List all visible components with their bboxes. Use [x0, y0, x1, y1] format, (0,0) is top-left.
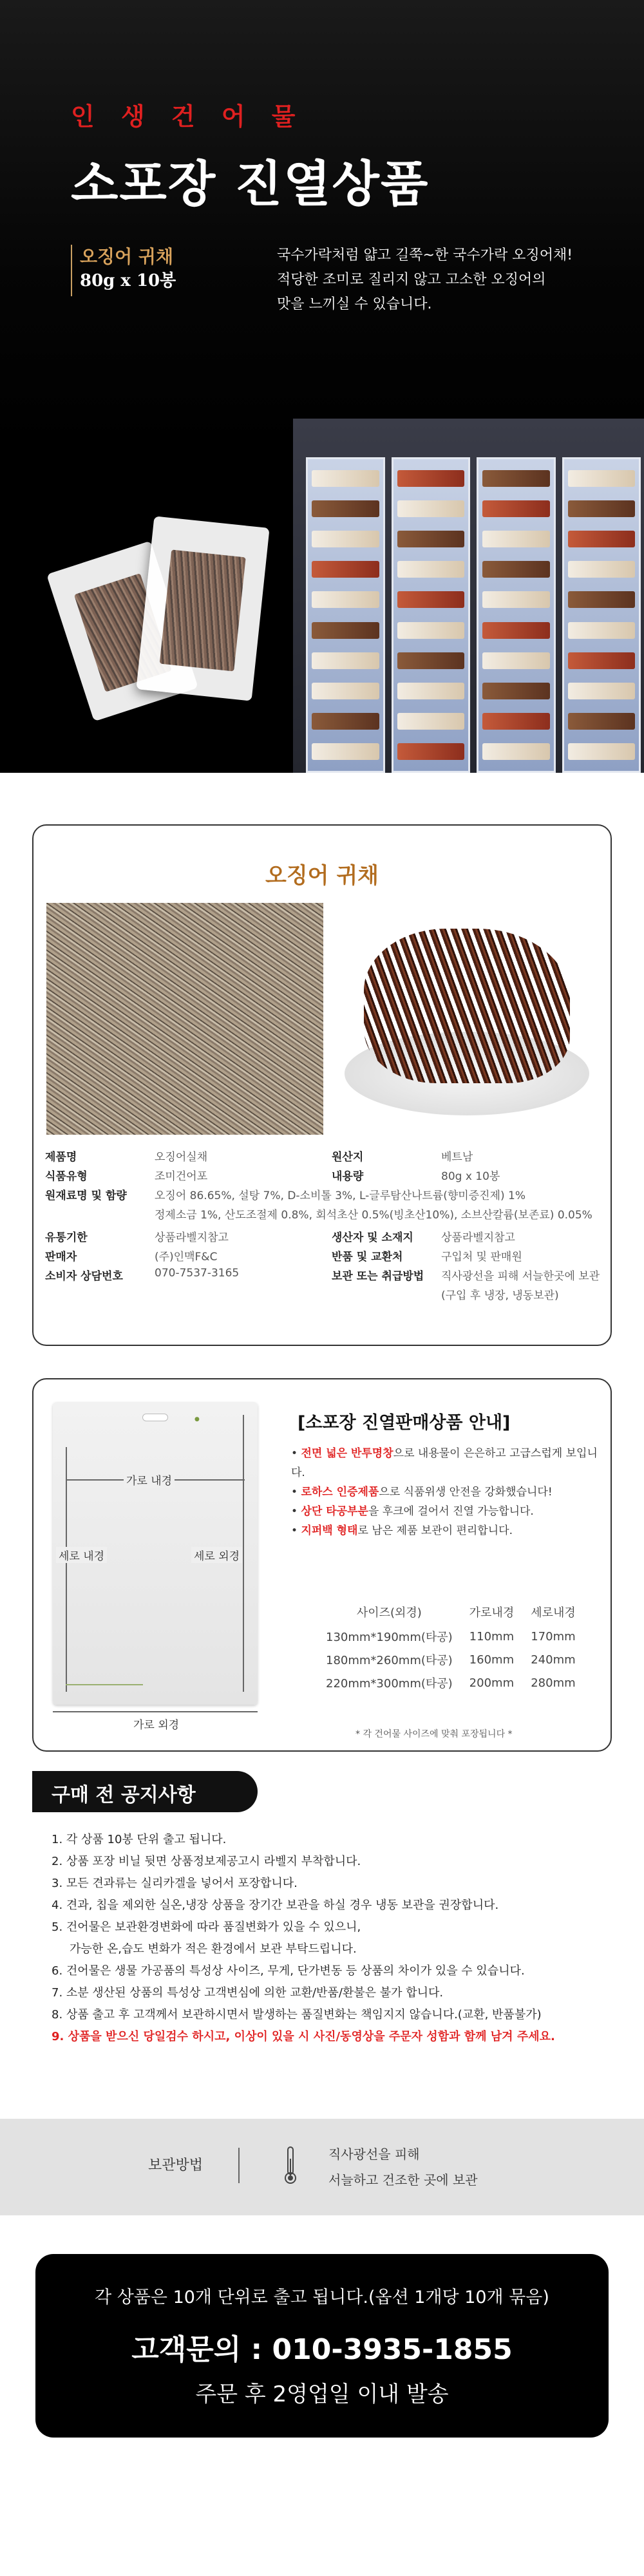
storage-line: 서늘하고 건조한 곳에 보관	[328, 2172, 478, 2188]
spec-value: 구입처 및 판매원	[441, 1251, 522, 1264]
storage-section	[0, 2119, 644, 2215]
storage-line: 직사광선을 피해	[328, 2146, 420, 2162]
zipper-bag-diagram	[53, 1402, 258, 1705]
dried-squid-plate-photo	[332, 903, 602, 1135]
notice-line: 2. 상품 포장 비닐 뒷면 상품정보제공고시 라벨지 부착합니다.	[52, 1855, 361, 1868]
customer-phone: 고객문의 : 010-3935-1855	[131, 2333, 513, 2366]
contact-box	[35, 2254, 609, 2438]
spec-key: 식품유형	[45, 1170, 88, 1183]
notice-line: 4. 견과, 칩을 제외한 실온,냉장 상품을 장기간 보관을 하실 경우 냉동 보관을 권장합니다.	[52, 1899, 499, 1912]
thermometer-icon	[283, 2146, 298, 2186]
notice-item: • 지퍼백 형태로 남은 제품 보관이 편리합니다.	[291, 1524, 513, 1537]
size-table-header: 사이즈(외경)	[356, 1606, 422, 1620]
product-info-card	[32, 824, 612, 1346]
size-table-header: 가로내경	[469, 1606, 515, 1620]
spec-key: 유통기한	[45, 1231, 88, 1244]
spec-value: 상품라벨지참고	[155, 1231, 229, 1244]
product-bag-photo	[136, 516, 269, 701]
info-card-title: 오징어 귀채	[265, 863, 379, 889]
spec-key: 소비자 상담번호	[45, 1270, 123, 1283]
pre-purchase-notice-list	[52, 1829, 618, 2048]
product-quantity: 80g x 10봉	[80, 271, 176, 290]
dried-squid-closeup-photo	[46, 903, 323, 1135]
spec-key: 원산지	[332, 1151, 364, 1164]
spec-value: 070-7537-3165	[155, 1267, 240, 1280]
outer-height-label: 세로 외경	[191, 1547, 242, 1563]
notice-line: 9. 상품을 받으신 당일검수 하시고, 이상이 있을 시 사진/동영상을 주문자 성함과 함께 남겨 주세요.	[52, 2030, 555, 2043]
brand-name: 인 생 건 어 물	[71, 102, 305, 131]
display-fridge-photo	[293, 419, 644, 773]
spec-key: 생산자 및 소재지	[332, 1231, 413, 1244]
notice-line: 6. 건어물은 생물 가공품의 특성상 사이즈, 무게, 단가변동 등 상품의 차이가 있을 수 있습니다.	[52, 1964, 525, 1978]
spec-value: 80g x 10봉	[441, 1170, 500, 1183]
notice-item: • 로하스 인증제품으로 식품위생 안전을 강화했습니다!	[291, 1486, 553, 1499]
storage-label: 보관방법	[148, 2157, 204, 2174]
hero-desc-line: 적당한 조미로 질리지 않고 고소한 오징어의	[277, 272, 546, 288]
spec-key: 보관 또는 취급방법	[332, 1270, 424, 1283]
spec-value: (주)인맥F&C	[155, 1251, 218, 1264]
notice-line: 5. 건어물은 보관환경변화에 따라 품질변화가 있을 수 있으니,	[52, 1920, 361, 1934]
table-row: 130mm*190mm(타공) 110mm 170mm	[326, 1629, 576, 1644]
product-badge	[71, 245, 196, 296]
notice-line: 1. 각 상품 10봉 단위 출고 됩니다.	[52, 1833, 227, 1846]
hero-description	[277, 243, 612, 317]
notice-line: 7. 소분 생산된 상품의 특성상 고객변심에 의한 교환/반품/환불은 불가 합니다.	[52, 1986, 444, 2000]
shipping-notice: 주문 후 2영업일 이내 발송	[195, 2382, 449, 2407]
spec-key: 원재료명 및 함량	[45, 1189, 127, 1202]
spec-key: 내용량	[332, 1170, 364, 1183]
notice-item: • 상단 타공부분을 후크에 걸어서 진열 가능합니다.	[291, 1505, 534, 1518]
spec-value: 베트남	[441, 1151, 473, 1164]
spec-key: 제품명	[45, 1151, 77, 1164]
inner-height-label: 세로 내경	[56, 1547, 107, 1563]
table-row: 220mm*300mm(타공) 200mm 280mm	[326, 1676, 576, 1690]
size-table-header: 세로내경	[531, 1606, 576, 1620]
notice-line: 3. 모든 견과류는 실리카겔을 넣어서 포장합니다.	[52, 1877, 298, 1890]
notice-item: • 전면 넓은 반투명창으로 내용물이 은은하고 고급스럽게 보입니다.	[291, 1447, 598, 1479]
packaging-notice-title: [소포장 진열판매상품 안내]	[298, 1413, 511, 1433]
spec-value: 오징어실채	[155, 1151, 208, 1164]
hero-desc-line: 맛을 느끼실 수 있습니다.	[277, 296, 432, 312]
spec-value: (구입 후 냉장, 냉동보관)	[441, 1289, 559, 1302]
spec-value: 직사광선을 피해 서늘한곳에 보관	[441, 1270, 600, 1283]
hero-title: 소포장 진열상품	[71, 155, 430, 213]
spec-value: 정제소금 1%, 산도조절제 0.8%, 회석초산 0.5%(빙초산10%), 소브산칼륨(보존료) 0.05%	[155, 1209, 592, 1222]
table-row: 180mm*260mm(타공) 160mm 240mm	[326, 1653, 576, 1667]
storage-instructions	[328, 2141, 478, 2193]
divider	[238, 2148, 240, 2183]
notice-line: 8. 상품 출고 후 고객께서 보관하시면서 발생하는 품질변화는 책임지지 않습니다.(교환, 반품불가)	[52, 2008, 542, 2022]
size-note: * 각 건어물 사이즈에 맞춰 포장됩니다 *	[355, 1729, 513, 1739]
spec-value: 상품라벨지참고	[441, 1231, 515, 1244]
unit-notice: 각 상품은 10개 단위로 출고 됩니다.(옵션 1개당 10개 묶음)	[95, 2287, 549, 2307]
hero-background	[0, 0, 644, 451]
spec-key: 판매자	[45, 1251, 77, 1264]
packaging-info-card	[32, 1378, 612, 1752]
inner-width-label: 가로 내경	[124, 1472, 175, 1488]
product-name: 오징어 귀채	[80, 246, 173, 267]
hero-desc-line: 국수가락처럼 얇고 길쭉~한 국수가락 오징어채!	[277, 247, 573, 263]
spec-value: 조미건어포	[155, 1170, 208, 1183]
notice-line: 가능한 온,습도 변화가 적은 환경에서 보관 부탁드립니다.	[70, 1942, 357, 1956]
hero-section	[0, 0, 644, 773]
bag-size-table	[317, 1598, 585, 1695]
spec-key: 반품 및 교환처	[332, 1251, 403, 1264]
pre-purchase-notice-title: 구매 전 공지사항	[32, 1771, 258, 1812]
packaging-notice-list	[291, 1444, 600, 1540]
spec-value: 오징어 86.65%, 설탕 7%, D-소비톨 3%, L-글루탐산나트륨(향미증진제) 1%	[155, 1189, 526, 1202]
hang-hole-icon	[142, 1414, 168, 1421]
outer-width-label: 가로 외경	[133, 1719, 180, 1732]
bag-logo-icon: ●	[194, 1416, 200, 1423]
